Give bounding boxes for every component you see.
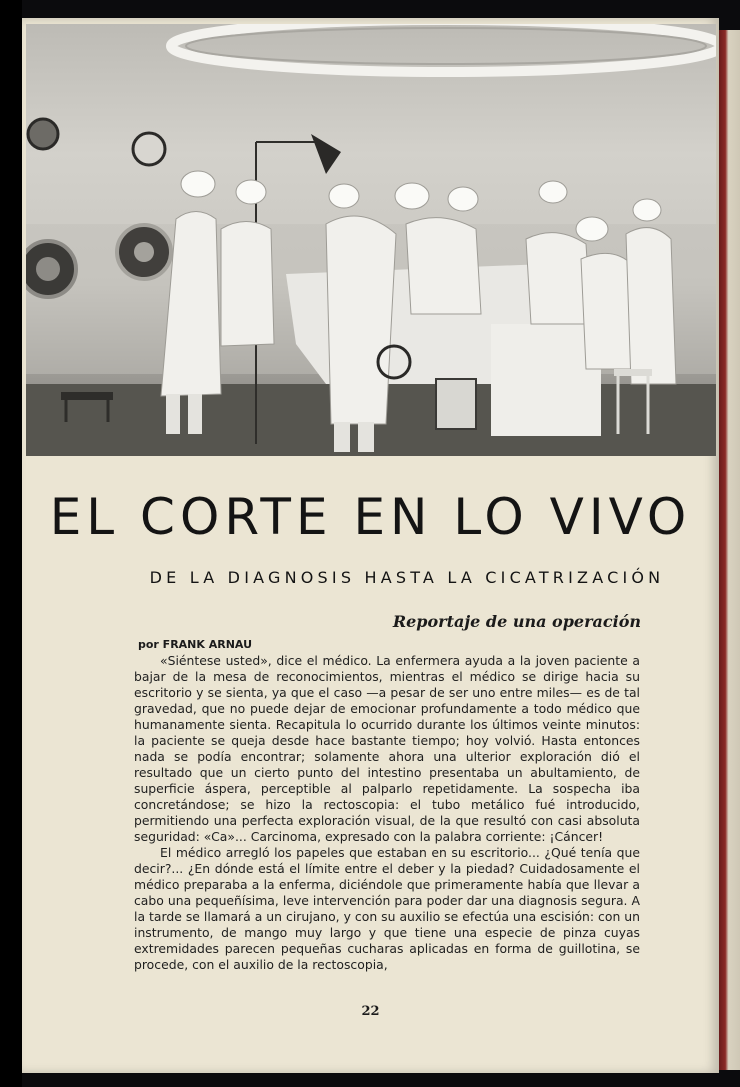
operating-room-photo xyxy=(26,24,716,456)
article-subtitle: DE LA DIAGNOSIS HASTA LA CICATRIZACIÓN xyxy=(149,568,665,587)
paragraph: El médico arregló los papeles que estaban en su escritorio... ¿Qué tenía que decir?... ¿En dónde está el límite entre el deber y la piedad? Cuidadosamente el médico preparaba a la enferma, diciéndole que primeramente había que llevar a cabo una pequeñísima, leve intervención para poder dar una diagnosis segura. A la tarde se llamará a un cirujano, y con su auxilio se efectúa una escisión: con un instrumento, de mango muy largo y que tiene una especie de pinza cuyas extremidades parecen pequeñas cucharas aplicadas en forma de guillotina, se procede, con el auxilio de la rectoscopia, xyxy=(134,845,640,972)
article-body xyxy=(134,653,640,973)
surgery-illustration xyxy=(26,24,716,456)
binding-edge xyxy=(719,30,740,1070)
page-number: 22 xyxy=(361,1004,380,1019)
paragraph: «Siéntese usted», dice el médico. La enfermera ayuda a la joven paciente a bajar de la mesa de reconocimientos, mientras el médico se dirige hacia su escritorio y se sienta, ya que el caso —a pesar de ser uno entre miles— es de tal gravedad, que no puede dejar de emocionar profundamente a todo médico que humanamente sienta. Recapitula lo ocurrido durante los últimos veinte minutos: la paciente se queja desde hace bastante tiempo; hoy volvió. Hasta entonces nada se podía encontrar; solamente ahora una ulterior exploración dió el resultado que un cierto punto del intestino presentaba un abultamiento, de superficie áspera, perceptible al palparlo repetidamente. La sospecha iba concretándose; se hizo la rectoscopia: el tubo metálico fué introducido, permitiendo una perfecta exploración visual, de la que resultó con casi absoluta seguridad: «Ca»... Carcinoma, expresado con la palabra corriente: ¡Cáncer! xyxy=(134,653,640,844)
scan-border xyxy=(0,0,22,1087)
magazine-page xyxy=(22,18,719,1073)
article-title: EL CORTE EN LO VIVO xyxy=(49,488,692,546)
section-label: Reportaje de una operación xyxy=(392,612,641,631)
author-byline: por FRANK ARNAU xyxy=(138,638,253,651)
